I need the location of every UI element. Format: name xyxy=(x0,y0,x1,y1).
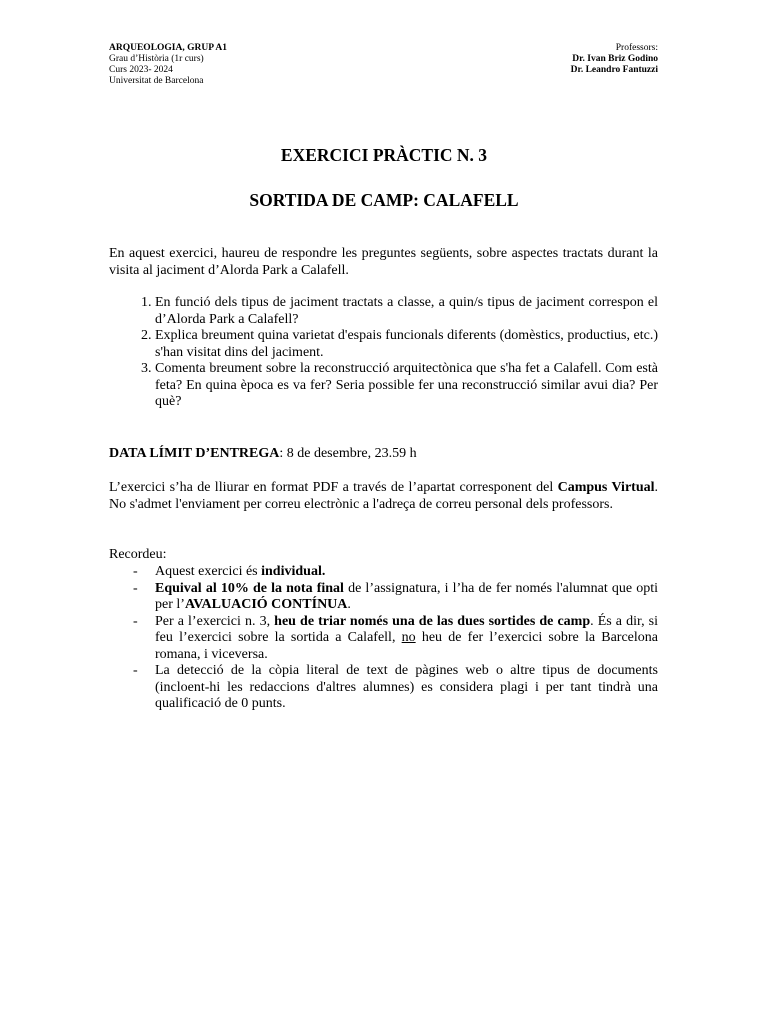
degree-name: Grau d’Història (1r curs) xyxy=(109,54,204,64)
submission-text: . No s'admet l'enviament per correu electrònic a l'adreça de correu personal dels professors. xyxy=(109,480,658,512)
remember-item xyxy=(155,581,658,614)
university-name: Universitat de Barcelona xyxy=(109,76,204,86)
remember-text: . És a dir, si feu l’exercici sobre la sortida a Calafell, xyxy=(155,613,658,645)
remember-item: - La detecció de la còpia literal de text de pàgines web o altre tipus de documents (incloent-hi les redaccions d'altres alumnes) es considera plagi i per tant tindrà una qualificació de 0 punts. xyxy=(155,663,658,713)
remember-item xyxy=(155,564,658,581)
professors-label: Professors: xyxy=(615,43,658,53)
remember-underlined: no xyxy=(401,630,416,645)
deadline-label: DATA LÍMIT D’ENTREGA xyxy=(109,446,280,461)
remember-item xyxy=(155,614,658,664)
question-item: 2. Explica breument quina varietat d'espais funcionals diferents (domèstics, productius, etc.) s'han visitat dins del jaciment. xyxy=(155,328,658,361)
questions-list xyxy=(109,295,658,411)
remember-text: heu de fer l’exercici sobre la Barcelona romana, i viceversa. xyxy=(155,630,658,662)
course-name: ARQUEOLOGIA, GRUP A1 xyxy=(109,43,227,53)
remember-label: Recordeu: xyxy=(109,547,167,562)
remember-text: . xyxy=(347,597,351,612)
remember-emphasis: heu de triar només una de las dues sortides de camp xyxy=(274,613,591,629)
remember-text: de l’assignatura, i l’ha de fer només l'alumnat que opti per l’ xyxy=(155,580,658,612)
remember-list xyxy=(109,564,658,713)
submission-paragraph xyxy=(109,480,658,513)
deadline-line xyxy=(109,446,658,463)
academic-year: Curs 2023- 2024 xyxy=(109,65,173,75)
submission-text: L’exercici s’ha de lliurar en format PDF a través de l’apartat corresponent del xyxy=(109,480,558,495)
header-right xyxy=(571,43,658,76)
remember-emphasis: individual. xyxy=(261,564,326,579)
deadline-value: : 8 de desembre, 23.59 h xyxy=(279,446,417,461)
remember-emphasis: Equival al 10% de la nota final xyxy=(155,580,344,596)
remember-emphasis: AVALUACIÓ CONTÍNUA xyxy=(184,597,348,612)
question-item: 3. Comenta breument sobre la reconstrucció arquitectònica que s'ha fet a Calafell. Com està feta? En quina època es va fer? Seria possible fer una reconstrucció similar avui dia? Per què? xyxy=(155,361,658,411)
document-title: EXERCICI PRÀCTIC N. 3 xyxy=(280,145,488,165)
professor-name: Dr. Leandro Fantuzzi xyxy=(570,65,658,75)
remember-text: Per a l’exercici n. 3, xyxy=(155,613,275,629)
remember-text: Aquest exercici és xyxy=(155,564,262,579)
document-subtitle: SORTIDA DE CAMP: CALAFELL xyxy=(249,190,519,210)
header-left xyxy=(109,43,227,87)
question-item: 1. En funció dels tipus de jaciment tractats a classe, a quin/s tipus de jaciment correspon el d’Alorda Park a Calafell? xyxy=(155,295,658,328)
campus-virtual-text: Campus Virtual xyxy=(557,480,655,495)
professor-name: Dr. Ivan Briz Godino xyxy=(572,54,658,64)
intro-paragraph: En aquest exercici, haureu de respondre les preguntes següents, sobre aspectes tractats durant la visita al jaciment d’Alorda Park a Calafell. xyxy=(109,246,658,278)
